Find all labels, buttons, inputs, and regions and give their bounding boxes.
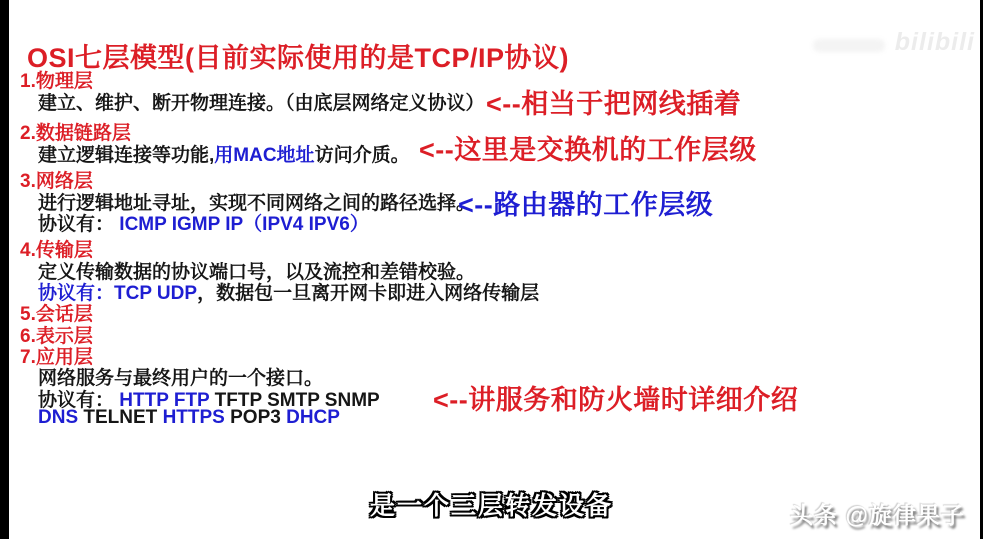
- layer-2-description: [38, 140, 410, 167]
- layer-1-annotation: <--相当于把网线插着: [486, 89, 742, 119]
- layer-4-description: 定义传输数据的协议端口号，以及流控和差错校验。: [38, 262, 476, 283]
- layer-3-description: 进行逻辑地址寻址，实现不同网络之间的路径选择。: [38, 193, 476, 214]
- layer-4-protocol-list: 协议有：TCP UDP: [38, 283, 198, 304]
- layer-7-protocol-dhcp: DHCP: [286, 407, 340, 428]
- layer-7-protocol-pop3: POP3: [224, 407, 287, 428]
- layer-7-description: 网络服务与最终用户的一个接口。: [38, 368, 324, 389]
- layer-7-protocol-http-ftp: HTTP FTP: [114, 390, 210, 411]
- layer-4-heading: 4.传输层: [20, 240, 93, 261]
- layer-3-protocol-label: 协议有：: [38, 214, 115, 235]
- layer-4-protocols: [38, 278, 539, 305]
- watermark-uid-smudge: [813, 39, 885, 52]
- layer-1-description: 建立、维护、断开物理连接。（由底层网络定义协议）: [38, 93, 485, 114]
- layer-2-desc-post: 访问介质。: [314, 145, 410, 166]
- layer-2-heading: 2.数据链路层: [20, 123, 131, 144]
- layer-3-protocols: [38, 209, 369, 236]
- toutiao-author-watermark: 头条 @旋律果子: [790, 502, 965, 528]
- layer-3-protocol-list: ICMP IGMP IP（IPV4 IPV6）: [114, 214, 369, 235]
- video-subtitle: 是一个三层转发设备: [369, 492, 613, 520]
- layer-7-protocol-dns: DNS: [38, 407, 79, 428]
- layer-3-heading: 3.网络层: [20, 171, 93, 192]
- layer-5-heading: 5.会话层: [20, 304, 93, 325]
- layer-6-heading: 6.表示层: [20, 326, 93, 347]
- layer-7-annotation: <--讲服务和防火墙时详细介绍: [433, 385, 799, 415]
- bilibili-watermark: bilibili: [894, 28, 975, 56]
- layer-7-heading: 7.应用层: [20, 347, 93, 368]
- layer-7-protocol-rest1: TFTP SMTP SNMP: [209, 390, 380, 411]
- layer-2-annotation: <--这里是交换机的工作层级: [419, 135, 757, 165]
- left-letterbox-bar: [0, 0, 9, 539]
- layer-7-protocol-label: 协议有：: [38, 390, 115, 411]
- page-title: OSI七层模型(目前实际使用的是TCP/IP协议): [27, 43, 570, 73]
- layer-7-protocol-https: HTTPS: [162, 407, 225, 428]
- layer-2-desc-mac: 用MAC地址: [214, 145, 315, 166]
- layer-1-heading: 1.物理层: [20, 71, 93, 92]
- layer-3-annotation: <--路由器的工作层级: [458, 190, 714, 220]
- layer-7-protocol-telnet: TELNET: [78, 407, 163, 428]
- layer-2-desc-pre: 建立逻辑连接等功能,: [38, 145, 215, 166]
- layer-7-protocols-line2: [38, 407, 340, 429]
- layer-4-protocol-note: ，数据包一旦离开网卡即进入网络传输层: [197, 283, 540, 304]
